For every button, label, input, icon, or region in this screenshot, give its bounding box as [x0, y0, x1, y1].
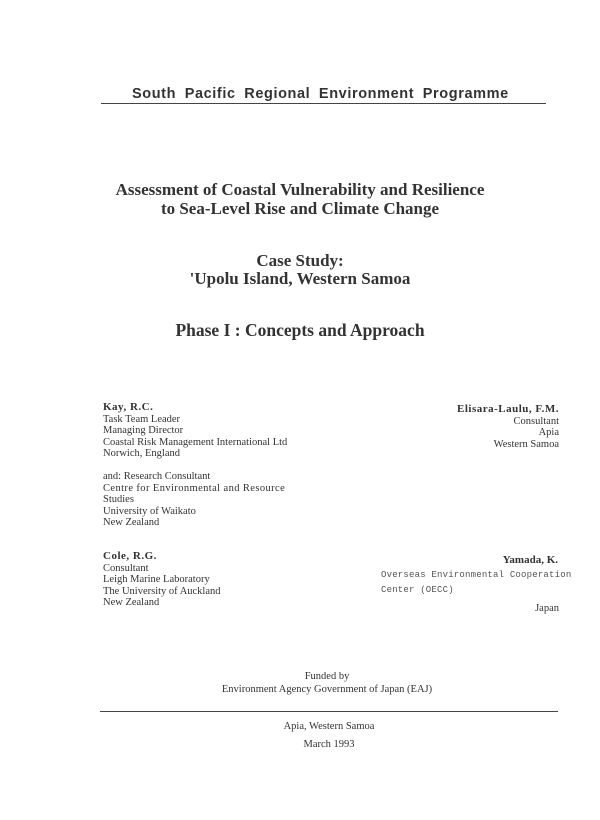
author-location: Norwich, England [103, 448, 180, 459]
author-role: Task Team Leader [103, 413, 181, 425]
funding-agency: Environment Agency Government of Japan (EAJ) [221, 684, 433, 695]
publication-place: Apia, Western Samoa [283, 721, 375, 732]
affiliation-role: and: Research Consultant [103, 471, 211, 482]
header-rule [101, 103, 546, 104]
author-role: Consultant [103, 562, 149, 574]
publication-date: March 1993 [303, 739, 355, 750]
author-name: Cole, R.G. [103, 550, 157, 562]
affiliation-country: New Zealand [103, 517, 160, 528]
phase-title: Phase I : Concepts and Approach [175, 320, 425, 340]
title-line-2: to Sea-Level Rise and Climate Change [160, 199, 440, 218]
footer-rule [100, 711, 558, 712]
author-yamada-country: Japan [535, 603, 559, 614]
author-kay [103, 402, 287, 460]
author-yamada-name: Yamada, K. [502, 554, 558, 566]
author-name: Elisara-Laulu, F.M. [457, 403, 559, 415]
affiliation-centre: Centre for Environmental and Resource [103, 482, 286, 494]
author-title: Managing Director [103, 425, 184, 436]
author-city: Apia [538, 427, 559, 438]
author-name: Kay, R.C. [103, 401, 154, 413]
case-study-location: 'Upolu Island, Western Samoa [189, 269, 411, 288]
affiliation-university: University of Waikato [103, 505, 196, 517]
author-organization: Coastal Risk Management International Ltd [103, 436, 288, 448]
author-elisara [457, 404, 559, 450]
author-role: Consultant [513, 415, 559, 427]
title-line-1: Assessment of Coastal Vulnerability and Resilience [115, 180, 485, 199]
author-country: New Zealand [103, 597, 160, 608]
author-cole [103, 551, 221, 609]
author-university: The University of Auckland [103, 585, 221, 597]
author-country: Western Samoa [493, 438, 559, 450]
case-study-label: Case Study: [256, 251, 344, 270]
organization-name: South Pacific Regional Environment Programme [132, 86, 509, 102]
funded-by-label: Funded by [304, 671, 350, 682]
author-kay-affiliation [103, 471, 285, 529]
author-lab: Leigh Marine Laboratory [103, 574, 210, 585]
affiliation-centre-cont: Studies [103, 494, 134, 505]
author-yamada-org: Overseas Environmental Cooperation [381, 570, 572, 580]
author-yamada-org-abbr: Center (OECC) [381, 585, 454, 595]
